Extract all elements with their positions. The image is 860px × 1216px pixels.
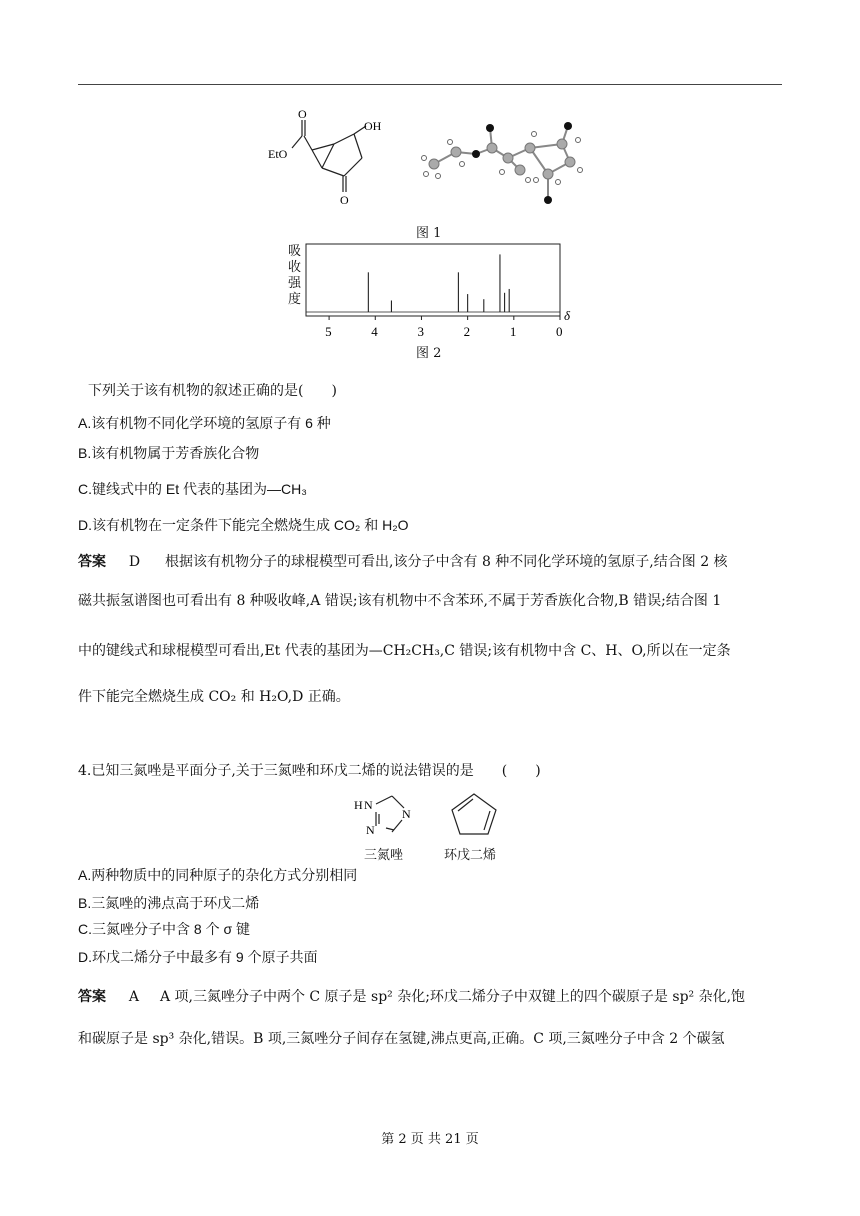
- answer-letter: A: [128, 989, 140, 1005]
- q4-option-d: D.环戊二烯分子中最多有 9 个原子共面: [78, 949, 318, 965]
- ylabel-char: 吸: [288, 244, 302, 259]
- explanation-line: 磁共振氢谱图也可看出有 8 种吸收峰,A 错误;该有机物中不含苯环,不属于芳香族化合物,B 错误;结合图 1: [78, 593, 722, 609]
- x-tick-label: 3: [417, 324, 424, 339]
- page-footer: 第 2 页 共 21 页: [381, 1132, 479, 1147]
- q3-stem: 下列关于该有机物的叙述正确的是( ): [88, 383, 337, 399]
- explanation-line: 中的键线式和球棍模型可看出,Et 代表的基团为—CH₂CH₃,C 错误;该有机物中含 C、H、O,所以在一定条: [78, 643, 731, 659]
- q4-stem: 4.已知三氮唑是平面分子,关于三氮唑和环戊二烯的说法错误的是 ( ): [78, 763, 541, 779]
- x-tick-label: 5: [325, 324, 332, 339]
- q4-option-c: C.三氮唑分子中含 8 个 σ 键: [78, 921, 250, 937]
- triazole-name: 三氮唑: [364, 848, 404, 863]
- ylabel-char: 度: [288, 292, 302, 307]
- header-rule: [78, 84, 782, 85]
- q4-option-b: B.三氮唑的沸点高于环戊二烯: [78, 895, 260, 911]
- explanation-line: 根据该有机物分子的球棍模型可看出,该分子中含有 8 种不同化学环境的氢原子,结合图 2 核: [165, 554, 728, 570]
- q3-option-c: C.键线式中的 Et 代表的基团为—CH₃: [78, 481, 307, 497]
- triazole-n1-label: N: [364, 798, 373, 812]
- triazole-h-label: H: [354, 798, 363, 812]
- nmr-spectrum-chart: [300, 240, 580, 340]
- triazole-n3-label: N: [366, 823, 375, 837]
- q4-option-a: A.两种物质中的同种原子的杂化方式分别相同: [78, 867, 358, 883]
- q3-option-b: B.该有机物属于芳香族化合物: [78, 445, 260, 461]
- explanation-line: 件下能完全燃烧生成 CO₂ 和 H₂O,D 正确。: [78, 689, 350, 705]
- q4-answer-line: [78, 988, 745, 1006]
- x-tick-label: 0: [556, 324, 563, 339]
- ball-and-stick-model: [412, 118, 592, 210]
- explanation-line: 和碳原子是 sp³ 杂化,错误。B 项,三氮唑分子间存在氢键,沸点更高,正确。C 项,三氮唑分子中含 2 个碳氢: [78, 1031, 725, 1047]
- eto-label: EtO: [268, 147, 288, 161]
- skeletal-formula: [262, 108, 402, 208]
- x-tick-label: 1: [509, 324, 517, 339]
- ylabel-char: 强: [288, 276, 302, 291]
- figure1-caption: 图 1: [416, 226, 442, 241]
- triazole-n2-label: N: [402, 807, 411, 821]
- q3-option-a: A.该有机物不同化学环境的氢原子有 6 种: [78, 415, 331, 431]
- triazole-structure: [352, 790, 424, 842]
- ylabel-char: 收: [288, 260, 302, 275]
- x-tick-label: 4: [371, 324, 378, 339]
- answer-label: 答案: [78, 554, 106, 570]
- delta-symbol: δ: [564, 308, 571, 323]
- cyclopentadiene-name: 环戊二烯: [444, 848, 497, 863]
- cyclopentadiene-structure: [446, 790, 502, 838]
- q3-option-d: D.该有机物在一定条件下能完全燃烧生成 CO₂ 和 H₂O: [78, 517, 409, 533]
- plot-frame: [306, 244, 560, 316]
- carbonyl-o-label: O: [298, 108, 307, 121]
- figure2-caption: 图 2: [416, 346, 442, 361]
- oh-label: OH: [364, 119, 382, 133]
- answer-letter: D: [128, 554, 141, 570]
- q3-answer-line: [78, 553, 728, 571]
- x-tick-label: 2: [463, 324, 471, 339]
- explanation-line: A 项,三氮唑分子中两个 C 原子是 sp² 杂化;环戊二烯分子中双键上的四个碳原子是 sp² 杂化,饱: [159, 989, 746, 1005]
- answer-label: 答案: [78, 989, 106, 1005]
- ketone-o-label: O: [340, 193, 349, 207]
